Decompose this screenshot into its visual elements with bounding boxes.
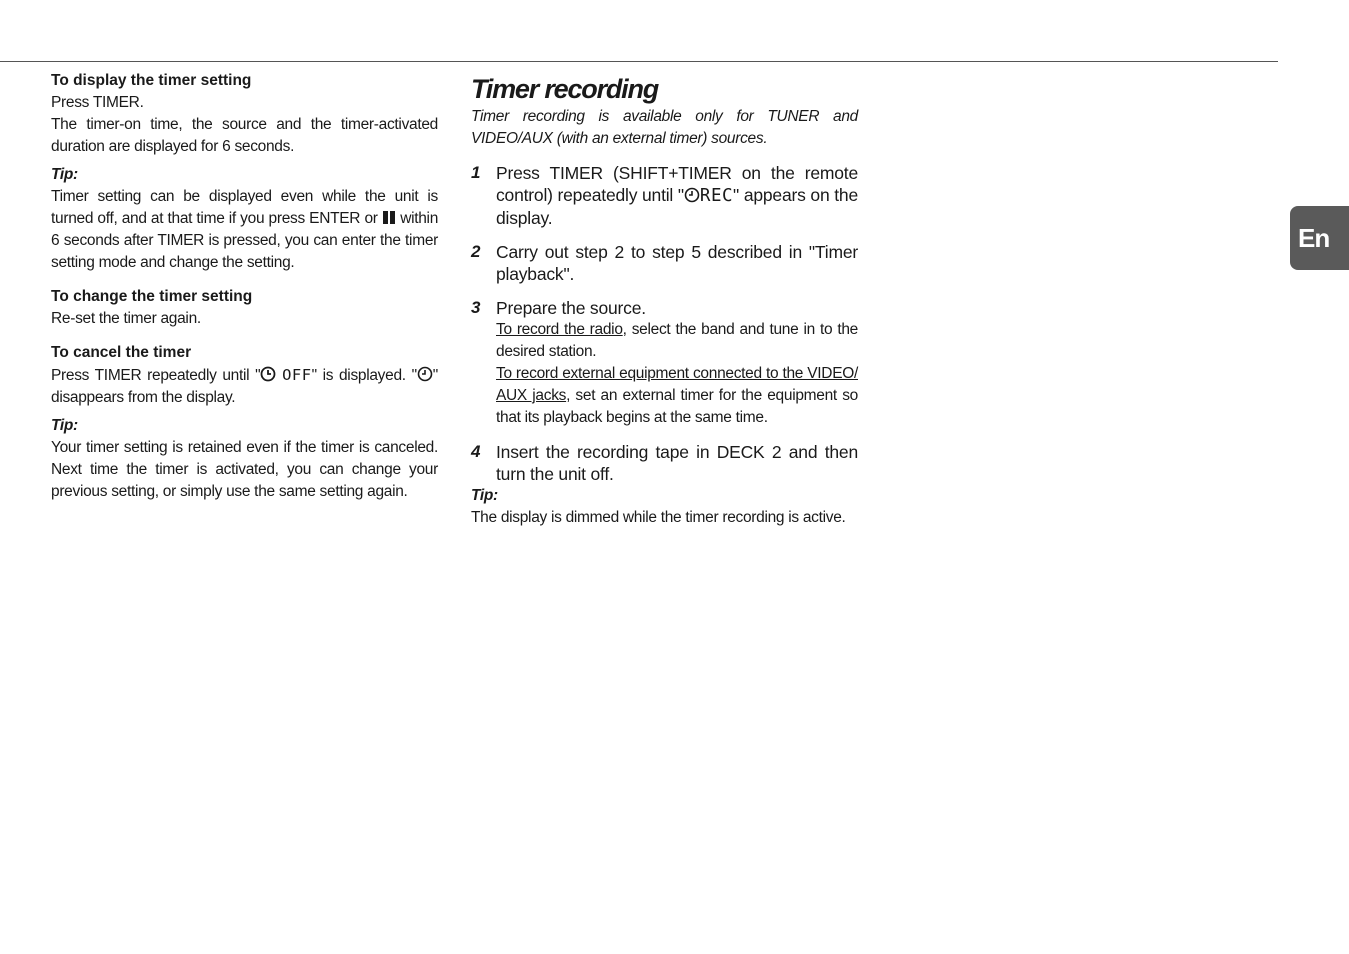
language-tab: En xyxy=(1290,206,1349,270)
display-timer-section xyxy=(51,70,438,158)
display-timer-line2: The timer-on time, the source and the timer-activated duration are displayed for 6 seconds. xyxy=(51,116,438,155)
step-1 xyxy=(471,162,858,229)
step-2-text: Carry out step 2 to step 5 described in "Timer playback". xyxy=(496,242,858,284)
tip-section-1 xyxy=(51,164,438,274)
header-rule xyxy=(0,61,1278,62)
right-column xyxy=(471,72,858,529)
tip-section-2 xyxy=(51,415,438,503)
cancel-text-a: Press TIMER repeatedly until " xyxy=(51,367,261,384)
pause-icon xyxy=(382,211,396,224)
right-tip-section xyxy=(471,485,858,529)
rec-label: REC xyxy=(699,186,734,206)
cancel-timer-section xyxy=(51,342,438,409)
step-body xyxy=(496,297,858,429)
step-number: 4 xyxy=(471,442,481,461)
tip-text-1 xyxy=(51,186,438,274)
tip-label-1: Tip: xyxy=(51,166,78,183)
step-1-text xyxy=(496,162,858,229)
change-timer-text: Re-set the timer again. xyxy=(51,310,201,327)
step-3 xyxy=(471,297,858,429)
tip-label-2: Tip: xyxy=(51,417,78,434)
display-timer-heading: To display the timer setting xyxy=(51,72,252,89)
right-tip-label: Tip: xyxy=(471,487,498,504)
record-external-link: To record external equipment connected to the VIDEO/ AUX jacks xyxy=(496,365,858,404)
record-radio-link: To record the radio xyxy=(496,321,623,338)
left-column xyxy=(51,70,438,515)
timer-clock-icon xyxy=(684,187,700,203)
step-3-sub-1-text: , select the band and tune in to the desired station. xyxy=(496,321,858,360)
change-timer-section xyxy=(51,286,438,330)
step-number: 2 xyxy=(471,242,481,261)
step-2 xyxy=(471,241,858,285)
tip-text-2: Your timer setting is retained even if the timer is canceled. Next time the timer is activated, you can change your previous setting, or simply use the same setting again. xyxy=(51,439,438,500)
step-4-text: Insert the recording tape in DECK 2 and then turn the unit off. xyxy=(496,442,858,484)
step-3-sub-2 xyxy=(496,363,858,429)
step-number: 1 xyxy=(471,163,481,182)
step-1-text-a: Press TIMER (SHIFT+TIMER on the remote control) repeatedly until " xyxy=(496,163,858,205)
step-3-text: Prepare the source. xyxy=(496,298,646,318)
cancel-timer-heading: To cancel the timer xyxy=(51,344,192,361)
step-4 xyxy=(471,441,858,485)
section-intro: Timer recording is available only for TUNER and VIDEO/AUX (with an external timer) sources. xyxy=(471,108,858,147)
section-title: Timer recording xyxy=(471,74,659,104)
step-number: 3 xyxy=(471,298,481,317)
cancel-text-c: " disappears from the display. xyxy=(51,367,438,406)
tip-text-1-before: Timer setting can be displayed even while the unit is turned off, and at that time if you press ENTER or xyxy=(51,188,438,227)
step-3-sub-2-text: , set an external timer for the equipment so that its playback begins at the same time. xyxy=(496,387,859,426)
step-body xyxy=(496,441,858,485)
display-timer-line1: Press TIMER. xyxy=(51,94,144,111)
change-timer-heading: To change the timer setting xyxy=(51,288,253,305)
right-tip-text: The display is dimmed while the timer recording is active. xyxy=(471,509,846,526)
off-label: OFF xyxy=(282,366,312,384)
cancel-timer-text xyxy=(51,364,438,409)
step-3-sub-1 xyxy=(496,319,858,363)
step-1-text-b: " appears on the display. xyxy=(496,185,858,228)
step-body xyxy=(496,162,858,229)
tip-text-1-after: within 6 seconds after TIMER is pressed, you can enter the timer setting mode and change the setting. xyxy=(51,210,439,271)
cancel-text-b: " is displayed. " xyxy=(311,367,417,384)
step-body xyxy=(496,241,858,285)
timer-clock-icon xyxy=(417,366,433,382)
timer-clock-icon xyxy=(260,366,276,382)
